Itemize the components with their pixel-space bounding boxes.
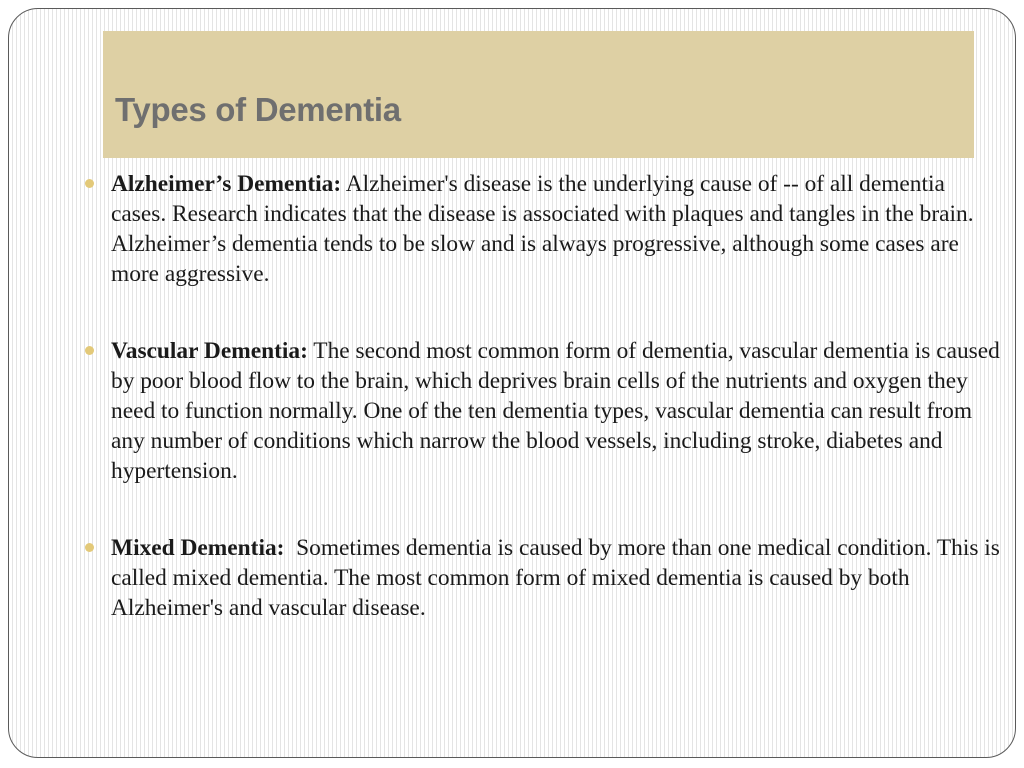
slide-title: Types of Dementia xyxy=(115,91,401,128)
bullet-dot-icon xyxy=(85,346,94,355)
title-bar xyxy=(103,31,974,158)
bullet-text: Alzheimer's disease is the underlying cause of -- of all dementia cases. Research indicates that the disease is associated with plaques and tangles in the brain. Alzheimer’s dementia tends to be slow and is always progressive, although some cases are more aggressive. xyxy=(111,171,974,287)
bullet-dot-icon xyxy=(85,543,94,552)
slide xyxy=(8,8,1016,758)
bullet-dot-icon xyxy=(85,179,94,188)
bullet-term: Vascular Dementia: xyxy=(111,338,308,364)
bullet-term: Mixed Dementia: xyxy=(111,535,285,561)
bullet-item-alzheimers xyxy=(85,169,1000,289)
bullet-list xyxy=(85,169,1006,670)
bullet-text: Sometimes dementia is caused by more than one medical condition. This is called mixed dementia. The most common form of mixed dementia is caused by both Alzheimer's and vascular disease. xyxy=(111,535,1006,621)
bullet-item-vascular xyxy=(85,336,1000,486)
bullet-term: Alzheimer’s Dementia: xyxy=(111,171,342,197)
bullet-text: The second most common form of dementia, vascular dementia is caused by poor blood flow to the brain, which deprives brain cells of the nutrients and oxygen they need to function normally. One of the ten dementia types, vascular dementia can result from any number of conditions which narrow the blood vessels, including stroke, diabetes and hypertension. xyxy=(111,338,1000,484)
bullet-item-mixed xyxy=(85,533,1006,623)
